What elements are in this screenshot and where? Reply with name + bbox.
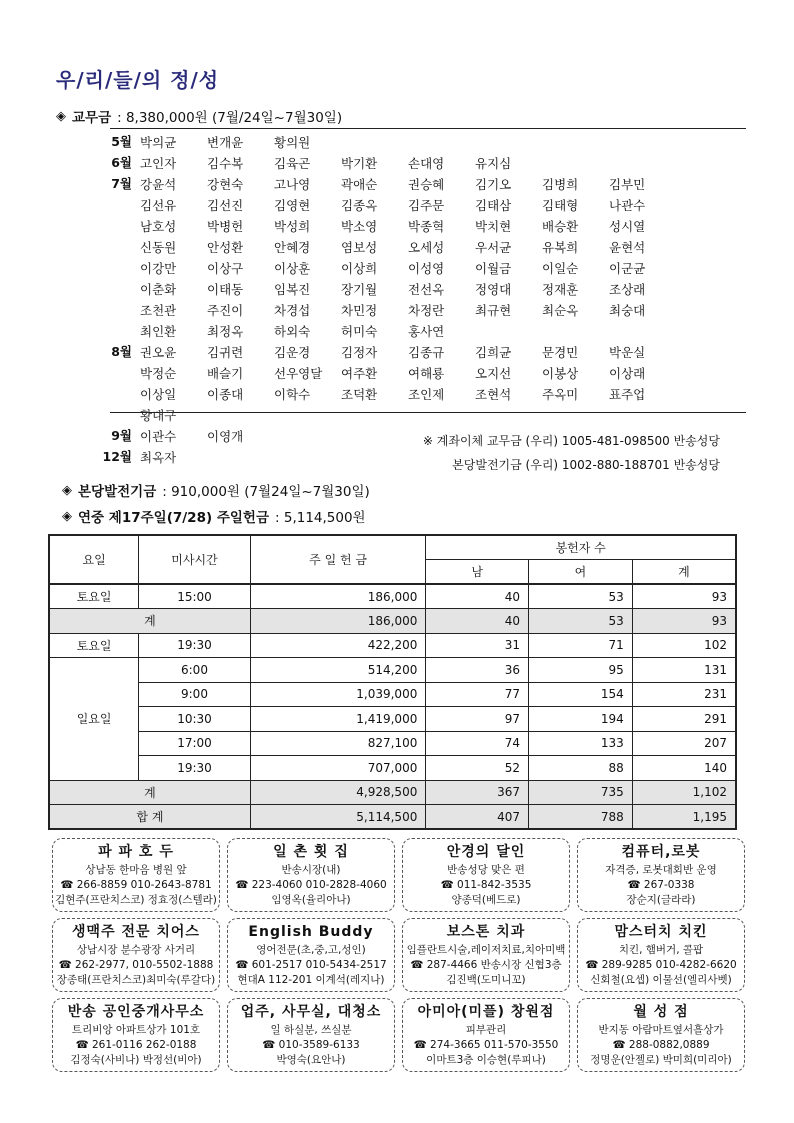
- ad-name: 보스톤 치과: [446, 924, 526, 940]
- header-female: 여: [529, 560, 633, 585]
- cell-amount: 422,200: [250, 633, 426, 658]
- cell-total: 131: [632, 658, 736, 683]
- donor-name: 강윤석: [140, 177, 177, 192]
- ad-name: 아미아(미플) 창원점: [417, 1004, 555, 1020]
- donor-name: 최숭대: [609, 303, 646, 318]
- ad-box: [52, 918, 220, 992]
- cell-male: 97: [426, 707, 529, 732]
- subtotal-row: [49, 609, 736, 634]
- cell-female: 735: [529, 780, 633, 805]
- subtotal-row: [49, 780, 736, 805]
- table-row: [49, 707, 736, 732]
- month-label: 8월: [111, 344, 132, 359]
- cell-male: 36: [426, 658, 529, 683]
- cell-time: 10:30: [139, 707, 251, 732]
- donor-name: 곽애순: [341, 177, 378, 192]
- donor-name: 허미숙: [341, 324, 378, 339]
- cell-total: 93: [632, 584, 736, 609]
- ad-line: 장종태(프란치스코)최미숙(루갈다): [56, 974, 216, 986]
- ad-line: ☎ 267-0338: [627, 879, 695, 891]
- donor-name: 최정옥: [207, 324, 244, 339]
- donor-name: 박치현: [475, 219, 512, 234]
- ad-line: 임영옥(율리아나): [271, 894, 351, 906]
- cell-male: 31: [426, 633, 529, 658]
- ad-line: 신회철(요셉) 이물선(엘리사벳): [590, 974, 732, 986]
- ad-name: 파 파 호 두: [98, 844, 174, 860]
- ad-box: [402, 918, 570, 992]
- ad-name: 생맥주 전문 치어스: [72, 924, 200, 940]
- ad-line: 정명운(안젤로) 박미희(미리아): [590, 1054, 732, 1066]
- cell-day: 일요일: [49, 658, 139, 781]
- cell-label: 계: [49, 609, 250, 634]
- sunday-collection-header: [62, 506, 366, 526]
- cell-male: 367: [426, 780, 529, 805]
- donor-name: 임복진: [274, 282, 311, 297]
- ad-line: 김현주(프란치스코) 정효정(스텔라): [55, 894, 217, 906]
- ad-line: 상남동 한마음 병원 앞: [85, 864, 187, 876]
- donor-name: 김선진: [207, 198, 244, 213]
- donor-name: 우서균: [475, 240, 512, 255]
- donor-name: 이영개: [207, 429, 244, 444]
- table-row: [49, 658, 736, 683]
- donor-name: 김병희: [542, 177, 579, 192]
- header-day: 요일: [49, 535, 139, 584]
- donor-name: 강현숙: [207, 177, 244, 192]
- ad-line: ☎ 266-8859 010-2643-8781: [60, 879, 212, 891]
- ad-line: 김정숙(사비나) 박정선(비아): [70, 1054, 202, 1066]
- ad-box: [402, 998, 570, 1072]
- ad-line: 김진백(도미니꼬): [446, 974, 526, 986]
- donor-name: 김태삼: [475, 198, 512, 213]
- cell-amount: 186,000: [250, 609, 426, 634]
- ad-name: 반송 공인중개사무소: [67, 1004, 205, 1020]
- donor-name: 김기오: [475, 177, 512, 192]
- cell-female: 194: [529, 707, 633, 732]
- month-row: [100, 153, 740, 174]
- donor-name: 나관수: [609, 198, 646, 213]
- cell-female: 788: [529, 805, 633, 830]
- donor-name: 이학수: [274, 387, 311, 402]
- table-row: [49, 756, 736, 781]
- donor-name: 조상래: [609, 282, 646, 297]
- diamond-bullet-icon: ◈: [62, 508, 72, 524]
- donor-name: 오지선: [475, 366, 512, 381]
- ad-line: ☎ 011-842-3535: [440, 879, 532, 891]
- donor-name: 김운경: [274, 345, 311, 360]
- ad-box: [227, 918, 395, 992]
- donor-name: 이강만: [140, 261, 177, 276]
- ad-line: 반송시장(내): [281, 864, 341, 876]
- month-label: 6월: [111, 155, 132, 170]
- cell-day: 토요일: [49, 584, 139, 609]
- donor-name: 박성희: [274, 219, 311, 234]
- ad-line: 일 하실분, 쓰실분: [270, 1024, 352, 1036]
- donor-name: 고인자: [140, 156, 177, 171]
- cell-total: 291: [632, 707, 736, 732]
- donor-name: 권오윤: [140, 345, 177, 360]
- ad-box: [402, 838, 570, 912]
- month-label: 7월: [111, 176, 132, 191]
- cell-total: 1,102: [632, 780, 736, 805]
- donor-name: 이춘화: [140, 282, 177, 297]
- donor-name: 김육곤: [274, 156, 311, 171]
- donor-name: 김주문: [408, 198, 445, 213]
- donor-name: 배슬기: [207, 366, 244, 381]
- ad-line: ☎ 601-2517 010-5434-2517: [235, 959, 387, 971]
- cell-female: 95: [529, 658, 633, 683]
- donor-name: 김영현: [274, 198, 311, 213]
- ad-name: English Buddy: [248, 924, 374, 940]
- ad-name: 안경의 달인: [446, 844, 526, 860]
- month-row: [100, 132, 740, 153]
- donor-name: 정영대: [475, 282, 512, 297]
- divider: [110, 128, 746, 129]
- ad-line: ☎ 274-3665 011-570-3550: [413, 1039, 559, 1051]
- cell-male: 40: [426, 609, 529, 634]
- ad-line: ☎ 287-4466 반송시장 신협3층: [410, 959, 562, 971]
- ad-line: 반지동 아람마트옆서흘상가: [598, 1024, 724, 1036]
- ad-line: 장순지(글라라): [626, 894, 696, 906]
- cell-amount: 186,000: [250, 584, 426, 609]
- ad-box: [577, 838, 745, 912]
- donor-name: 윤현석: [609, 240, 646, 255]
- donor-name: 신동원: [140, 240, 177, 255]
- cell-male: 74: [426, 731, 529, 756]
- cell-male: 407: [426, 805, 529, 830]
- cell-total: 102: [632, 633, 736, 658]
- donor-name: 안혜경: [274, 240, 311, 255]
- donor-name: 박의균: [140, 135, 177, 150]
- ad-line: ☎ 223-4060 010-2828-4060: [235, 879, 387, 891]
- donor-name: 박종혁: [408, 219, 445, 234]
- donor-name: 최규현: [475, 303, 512, 318]
- account-line-1: ※ 계좌이체 교무금 (우리) 1005-481-098500 반송성당: [422, 434, 720, 448]
- ad-box: [52, 838, 220, 912]
- cell-amount: 1,419,000: [250, 707, 426, 732]
- ad-line: 영어전문(초,중,고,성인): [256, 944, 366, 956]
- cell-day: 토요일: [49, 633, 139, 658]
- offering-table: [48, 534, 737, 830]
- cell-amount: 4,928,500: [250, 780, 426, 805]
- donor-name: 김귀련: [207, 345, 244, 360]
- cell-label: 계: [49, 780, 250, 805]
- donor-name: 차경섭: [274, 303, 311, 318]
- donor-name: 이봉상: [542, 366, 579, 381]
- header-collection: 주 일 헌 금: [250, 535, 426, 584]
- donor-name: 박병헌: [207, 219, 244, 234]
- donor-name: 김선유: [140, 198, 177, 213]
- ad-name: 맘스터치 치킨: [614, 924, 708, 940]
- business-ads: [52, 838, 744, 1072]
- cell-label: 합 계: [49, 805, 250, 830]
- cell-amount: 1,039,000: [250, 682, 426, 707]
- dev-fund-header: [62, 480, 370, 500]
- donor-name: 홍사연: [408, 324, 445, 339]
- donor-name: 이군균: [609, 261, 646, 276]
- ad-name: 월 성 점: [633, 1004, 689, 1020]
- ad-name: 컴퓨터,로봇: [621, 844, 701, 860]
- cell-amount: 827,100: [250, 731, 426, 756]
- ad-line: 치킨, 햄버거, 콜팝: [618, 944, 704, 956]
- donor-name: 이상래: [609, 366, 646, 381]
- sunday-collection-amount: : 5,114,500원: [275, 510, 366, 526]
- donor-name: 이상훈: [274, 261, 311, 276]
- donor-name: 이월금: [475, 261, 512, 276]
- dev-fund-label: 본당발전기금: [78, 484, 157, 500]
- cell-male: 77: [426, 682, 529, 707]
- ad-line: 이마트3층 이승현(루피나): [426, 1054, 546, 1066]
- donor-name: 이상일: [140, 387, 177, 402]
- cell-amount: 5,114,500: [250, 805, 426, 830]
- donor-name: 배승환: [542, 219, 579, 234]
- donor-name: 주옥미: [542, 387, 579, 402]
- school-fund-label: 교무금: [72, 110, 112, 126]
- donor-name: 성시열: [609, 219, 646, 234]
- donor-name: 박운실: [609, 345, 646, 360]
- account-line-2: 본당발전기금 (우리) 1002-880-188701 반송성당: [452, 458, 720, 472]
- cell-female: 154: [529, 682, 633, 707]
- cell-female: 53: [529, 584, 633, 609]
- divider: [110, 412, 746, 413]
- cell-female: 71: [529, 633, 633, 658]
- donor-names: [140, 132, 740, 153]
- donor-name: 박소영: [341, 219, 378, 234]
- donor-name: 조인제: [408, 387, 445, 402]
- cell-female: 53: [529, 609, 633, 634]
- donor-name: 김수복: [207, 156, 244, 171]
- donor-name: 차민정: [341, 303, 378, 318]
- diamond-bullet-icon: ◈: [56, 108, 66, 124]
- ad-line: ☎ 262-2977, 010-5502-1888: [58, 959, 214, 971]
- donor-name: 남호성: [140, 219, 177, 234]
- cell-amount: 707,000: [250, 756, 426, 781]
- ad-line: ☎ 289-9285 010-4282-6620: [585, 959, 737, 971]
- ad-line: 임플란트시술,레이저치료,치아미백: [406, 944, 566, 956]
- donor-name: 표주업: [609, 387, 646, 402]
- cell-total: 93: [632, 609, 736, 634]
- donor-name: 고나영: [274, 177, 311, 192]
- month-row: [100, 174, 740, 342]
- donor-name: 김종규: [408, 345, 445, 360]
- donor-name: 유복희: [542, 240, 579, 255]
- header-attendance: 봉헌자 수: [426, 535, 736, 560]
- cell-total: 140: [632, 756, 736, 781]
- donor-name: 하외숙: [274, 324, 311, 339]
- ad-line: 박영숙(요안나): [276, 1054, 346, 1066]
- ad-line: ☎ 288-0882,0889: [612, 1039, 710, 1051]
- month-row: [100, 342, 740, 426]
- donor-name: 이상희: [341, 261, 378, 276]
- ad-box: [52, 998, 220, 1072]
- cell-female: 88: [529, 756, 633, 781]
- donor-name: 선우영달: [274, 366, 323, 381]
- donor-name: 박기환: [341, 156, 378, 171]
- donor-name: 조천관: [140, 303, 177, 318]
- donor-name: 조현석: [475, 387, 512, 402]
- sunday-collection-label: 연중 제17주일(7/28) 주일헌금: [78, 510, 270, 526]
- donor-name: 김희균: [475, 345, 512, 360]
- ad-line: 피부관리: [465, 1024, 507, 1036]
- donor-name: 이종대: [207, 387, 244, 402]
- donor-name: 변개윤: [207, 135, 244, 150]
- cell-total: 231: [632, 682, 736, 707]
- ad-name: 일 촌 횟 집: [273, 844, 349, 860]
- cell-time: 15:00: [139, 584, 251, 609]
- donor-name: 김정자: [341, 345, 378, 360]
- ad-line: 자격증, 로봇대회반 운영: [605, 864, 717, 876]
- donor-names: [140, 174, 740, 342]
- donor-name: 황의원: [274, 135, 311, 150]
- ad-line: ☎ 010-3589-6133: [262, 1039, 360, 1051]
- month-label: 5월: [111, 134, 132, 149]
- donor-name: 김종옥: [341, 198, 378, 213]
- ad-line: 양종덕(베드로): [451, 894, 521, 906]
- donor-name: 최옥자: [140, 450, 177, 465]
- cell-time: 19:30: [139, 633, 251, 658]
- cell-total: 1,195: [632, 805, 736, 830]
- donor-name: 이성영: [408, 261, 445, 276]
- grand-total-row: [49, 805, 736, 830]
- donor-name: 이일순: [542, 261, 579, 276]
- cell-time: 17:00: [139, 731, 251, 756]
- header-male: 남: [426, 560, 529, 585]
- ad-line: 상남시장 분수광장 사거리: [76, 944, 196, 956]
- donor-name: 최인환: [140, 324, 177, 339]
- donor-name: 권승혜: [408, 177, 445, 192]
- ad-box: [577, 918, 745, 992]
- ad-line: 반송성당 맞은 편: [447, 864, 525, 876]
- donor-name: 안성환: [207, 240, 244, 255]
- donor-name: 정재훈: [542, 282, 579, 297]
- ad-line: 현대A 112-201 이계석(레지나): [237, 974, 385, 986]
- donor-name: 황대구: [140, 408, 177, 423]
- table-row: [49, 633, 736, 658]
- school-fund-amount: : 8,380,000원 (7월/24일~7월30일): [117, 110, 343, 126]
- donor-name: 주진이: [207, 303, 244, 318]
- ad-box: [227, 838, 395, 912]
- donor-name: 이태동: [207, 282, 244, 297]
- donor-name: 차정란: [408, 303, 445, 318]
- page-title: 우/리/들/의 정/성: [56, 68, 220, 92]
- dev-fund-amount: : 910,000원 (7월24일~7월30일): [162, 484, 370, 500]
- donor-name: 김태형: [542, 198, 579, 213]
- donor-name: 이상구: [207, 261, 244, 276]
- cell-amount: 514,200: [250, 658, 426, 683]
- donor-name: 장기월: [341, 282, 378, 297]
- donor-name: 유지심: [475, 156, 512, 171]
- cell-male: 40: [426, 584, 529, 609]
- cell-time: 9:00: [139, 682, 251, 707]
- cell-total: 207: [632, 731, 736, 756]
- donor-name: 김부민: [609, 177, 646, 192]
- donor-name: 최순옥: [542, 303, 579, 318]
- donor-list: [100, 132, 740, 468]
- header-mass-time: 미사시간: [139, 535, 251, 584]
- header-total: 계: [632, 560, 736, 585]
- ad-line: 트리비앙 아파트상가 101호: [71, 1024, 201, 1036]
- cell-time: 6:00: [139, 658, 251, 683]
- cell-female: 133: [529, 731, 633, 756]
- donor-name: 염보성: [341, 240, 378, 255]
- donor-name: 이관수: [140, 429, 177, 444]
- donor-name: 여주환: [341, 366, 378, 381]
- donor-name: 전선옥: [408, 282, 445, 297]
- table-row: [49, 584, 736, 609]
- table-row: [49, 731, 736, 756]
- month-label: 12월: [102, 449, 132, 464]
- donor-name: 조덕환: [341, 387, 378, 402]
- donor-name: 여해룡: [408, 366, 445, 381]
- month-label: 9월: [111, 428, 132, 443]
- ad-box: [227, 998, 395, 1072]
- table-row: [49, 682, 736, 707]
- cell-male: 52: [426, 756, 529, 781]
- donor-name: 문경민: [542, 345, 579, 360]
- diamond-bullet-icon: ◈: [62, 482, 72, 498]
- ad-name: 업주, 사무실, 대청소: [240, 1004, 382, 1020]
- school-fund-header: [56, 106, 342, 126]
- donor-name: 박정순: [140, 366, 177, 381]
- ad-line: ☎ 261-0116 262-0188: [75, 1039, 197, 1051]
- cell-time: 19:30: [139, 756, 251, 781]
- donor-names: [140, 153, 740, 174]
- donor-name: 손대영: [408, 156, 445, 171]
- donor-name: 오세성: [408, 240, 445, 255]
- donor-names: [140, 342, 740, 426]
- ad-box: [577, 998, 745, 1072]
